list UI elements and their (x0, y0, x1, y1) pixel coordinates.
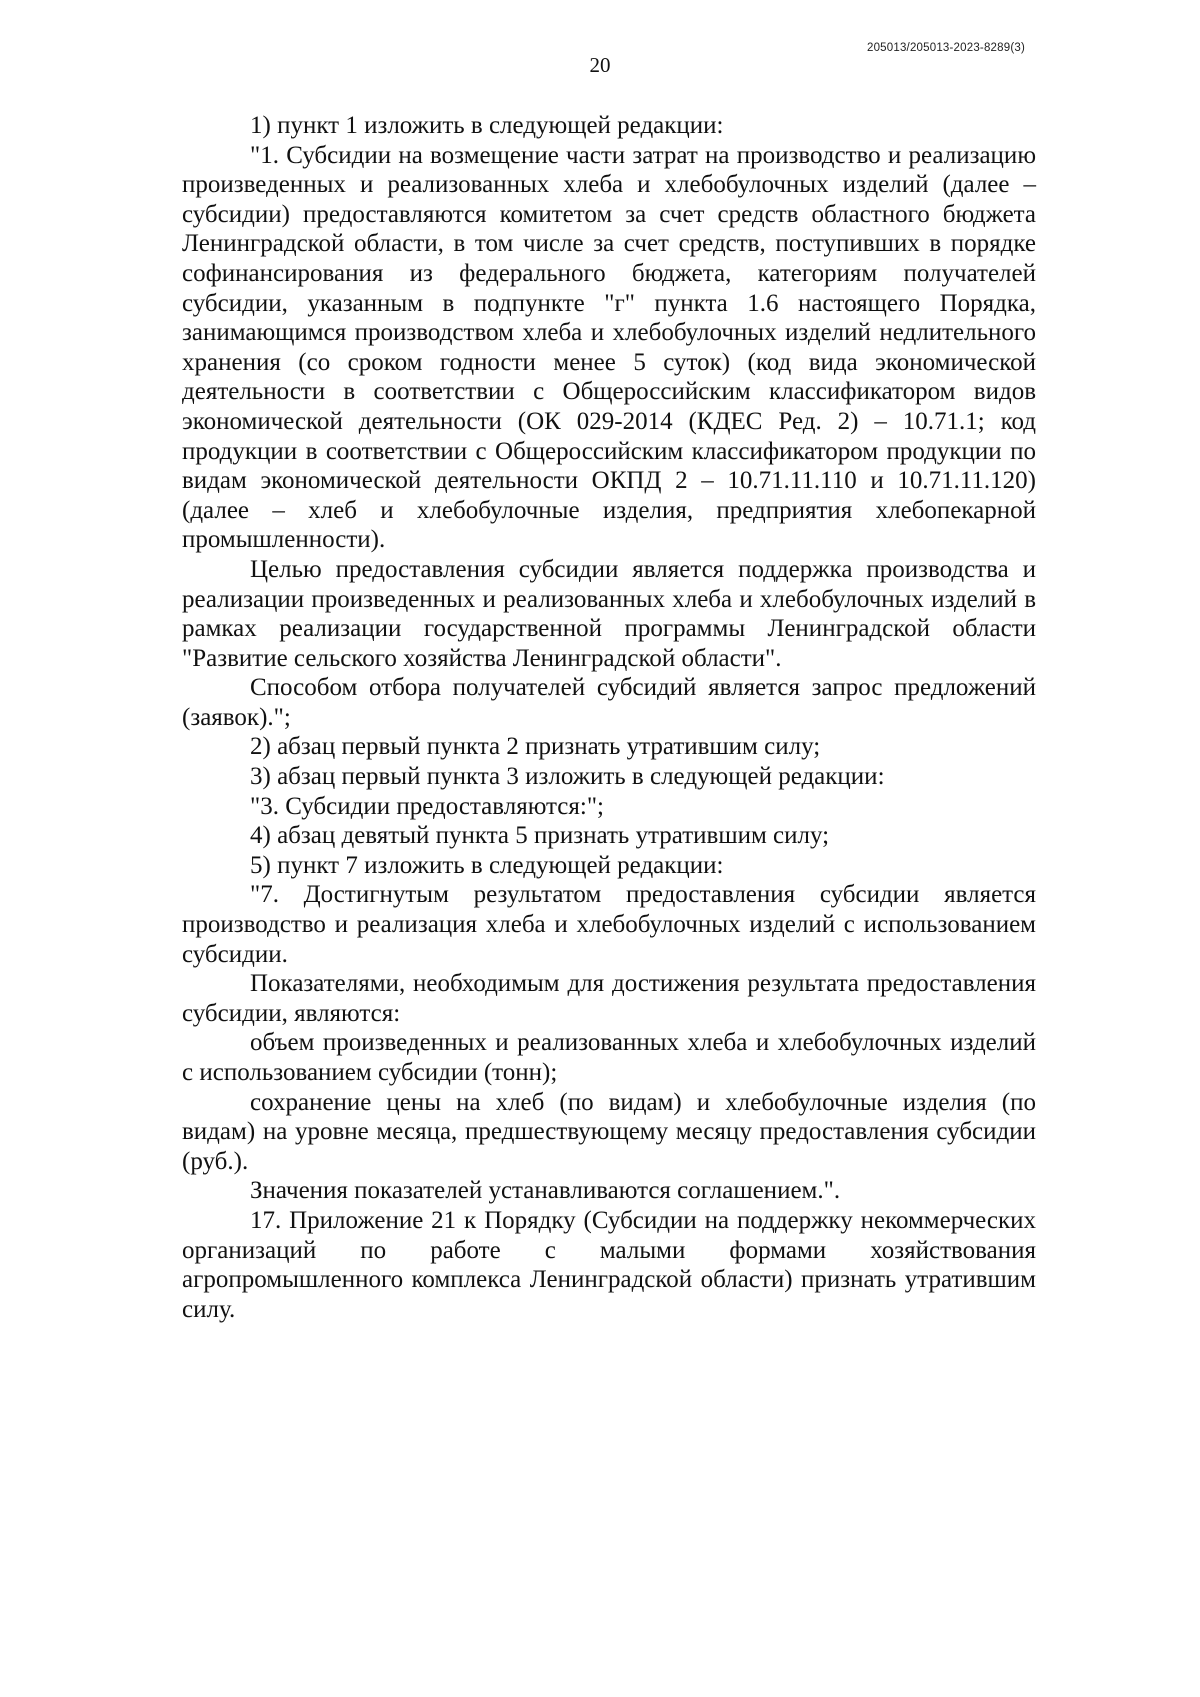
document-registration-number: 205013/205013-2023-8289(3) (866, 42, 1025, 54)
paragraph-subsidy-goal: Целью предоставления субсидии является поддержка производства и реализации произведенных и реализованных хлеба и хлебобулочных изделий в рамках реализации государственной программы Ленинградской области "Развитие сельского хозяйства Ленинградской области". (182, 555, 1036, 672)
paragraph-item-1-intro: 1) пункт 1 изложить в следующей редакции: (250, 112, 724, 139)
paragraph-subsidy-definition: "1. Субсидии на возмещение части затрат на производство и реализацию произведенных и реализованных хлеба и хлебобулочных изделий (далее – субсидии) предоставляются комитетом за счет средств областного бюджета Ленинградской области, в том числе за счет средств, поступивших в порядке софинансирования из федерального бюджета, категориям получателей субсидии, указанным в подпункте "г" пункта 1.6 настоящего Порядка, занимающимся производством хлеба и хлебобулочных изделий недлительного хранения (со сроком годности менее 5 суток) (код вида экономической деятельности в соответствии с Общероссийским классификатором видов экономической деятельности (ОК 029-2014 (КДЕС Ред. 2) – 10.71.1; код продукции в соответствии с Общероссийским классификатором продукции по видам экономической деятельности ОКПД 2 – 10.71.11.110 и 10.71.11.120) (далее – хлеб и хлебобулочные изделия, предприятия хлебопекарной промышленности). (182, 141, 1036, 554)
paragraph-item-3-text: "3. Субсидии предоставляются:"; (250, 792, 604, 820)
paragraph-item-3: 3) абзац первый пункта 3 изложить в следующей редакции: (250, 763, 885, 791)
paragraph-indicator-price: сохранение цены на хлеб (по видам) и хлебобулочные изделия (по видам) на уровне месяца, предшествующему месяцу предоставления субсидии (руб.). (182, 1088, 1036, 1175)
paragraph-indicators-intro: Показателями, необходимым для достижения результата предоставления субсидии, являются: (182, 970, 1036, 1027)
page-number: 20 (589, 53, 611, 77)
paragraph-indicator-values: Значения показателей устанавливаются соглашением.". (250, 1177, 841, 1205)
paragraph-result: "7. Достигнутым результатом предоставления субсидии является производство и реализация хлеба и хлебобулочных изделий с использованием субсидии. (182, 881, 1036, 968)
paragraph-indicator-volume: объем произведенных и реализованных хлеба и хлебобулочных изделий с использованием субсидии (тонн); (182, 1029, 1036, 1086)
paragraph-item-5: 5) пункт 7 изложить в следующей редакции: (250, 851, 724, 879)
paragraph-item-4: 4) абзац девятый пункта 5 признать утратившим силу; (250, 822, 830, 850)
paragraph-selection-method: Способом отбора получателей субсидий является запрос предложений (заявок)."; (182, 674, 1036, 731)
paragraph-item-2: 2) абзац первый пункта 2 признать утратившим силу; (250, 733, 821, 761)
document-body (182, 111, 1036, 1324)
paragraph-item-17: 17. Приложение 21 к Порядку (Субсидии на поддержку некоммерческих организаций по работе с малыми формами хозяйствования агропромышленного комплекса Ленинградской области) признать утратившим силу. (182, 1206, 1036, 1323)
